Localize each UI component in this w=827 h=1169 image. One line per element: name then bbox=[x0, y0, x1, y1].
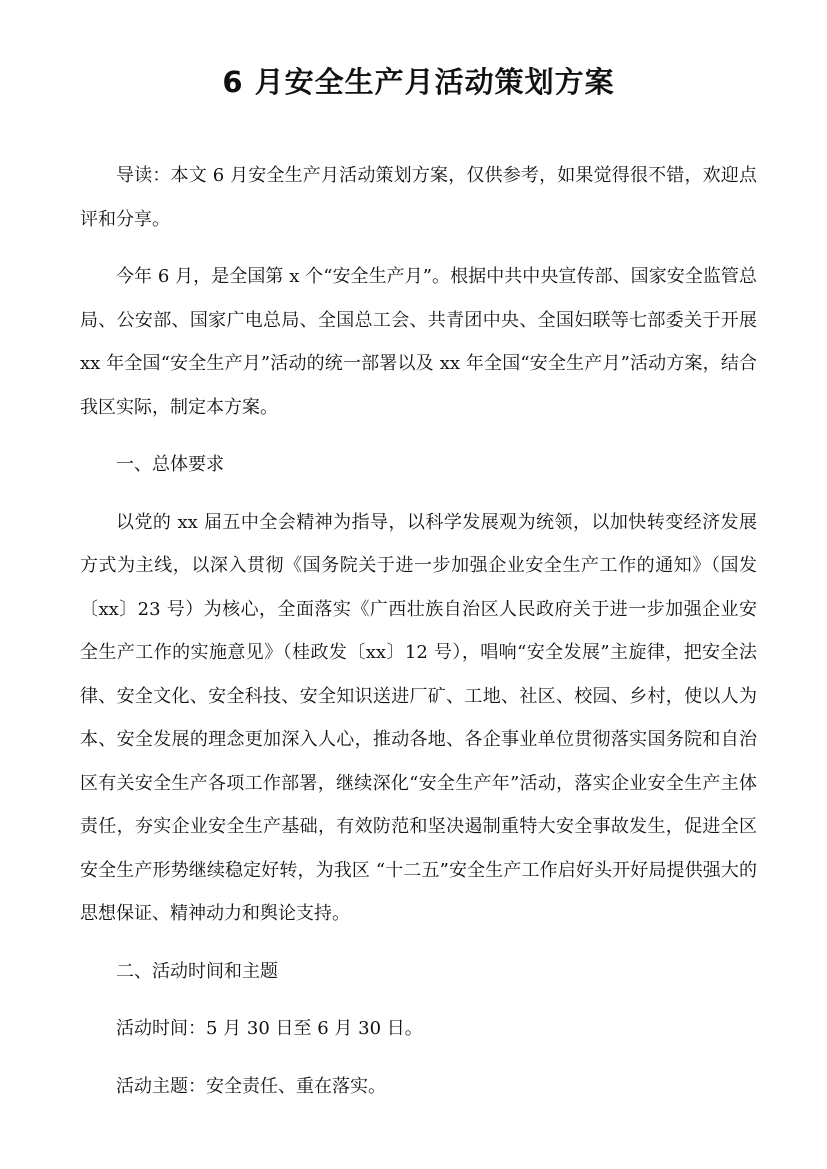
background-paragraph: 今年 6 月，是全国第 x 个“安全生产月”。根据中共中央宣传部、国家安全监管总局、公安部、国家广电总局、全国总工会、共青团中央、全国妇联等七部委关于开展 xx 年全国“安全生产月”活动的统一部署以及 xx 年全国“安全生产月”活动方案，结合我区实际，制定本方案。 bbox=[80, 266, 757, 418]
document-title: 6 月安全生产月活动策划方案 bbox=[222, 65, 615, 99]
activity-time-paragraph: 活动时间：5 月 30 日至 6 月 30 日。 bbox=[116, 1018, 423, 1039]
document-body bbox=[80, 154, 757, 1108]
section-heading-general-requirements: 一、总体要求 bbox=[116, 454, 224, 475]
intro-paragraph: 导读：本文 6 月安全生产月活动策划方案，仅供参考，如果觉得很不错，欢迎点评和分享。 bbox=[80, 165, 757, 230]
section-heading-time-and-theme: 二、活动时间和主题 bbox=[116, 960, 278, 982]
activity-theme-paragraph: 活动主题：安全责任、重在落实。 bbox=[116, 1075, 386, 1097]
general-requirements-paragraph: 以党的 xx 届五中全会精神为指导，以科学发展观为统领，以加快转变经济发展方式为主线，以深入贯彻《国务院关于进一步加强企业安全生产工作的通知》（国发〔xx〕23 号）为核心，全面落实《广西壮族自治区人民政府关于进一步加强企业安全生产工作的实施意见》（桂政发〔xx〕12 号），唱响“安全发展”主旋律，把安全法律、安全文化、安全科技、安全知识送进厂矿、工地、社区、校园、乡村，使以人为本、安全发展的理念更加深入人心，推动各地、各企事业单位贯彻落实国务院和自治区有关安全生产各项工作部署，继续深化“安全生产年”活动，落实企业安全生产主体责任，夯实企业安全生产基础，有效防范和坚决遏制重特大安全事故发生，促进全区安全生产形势继续稳定好转，为我区 “十二五”安全生产工作启好头开好局提供强大的思想保证、精神动力和舆论支持。 bbox=[80, 511, 757, 924]
